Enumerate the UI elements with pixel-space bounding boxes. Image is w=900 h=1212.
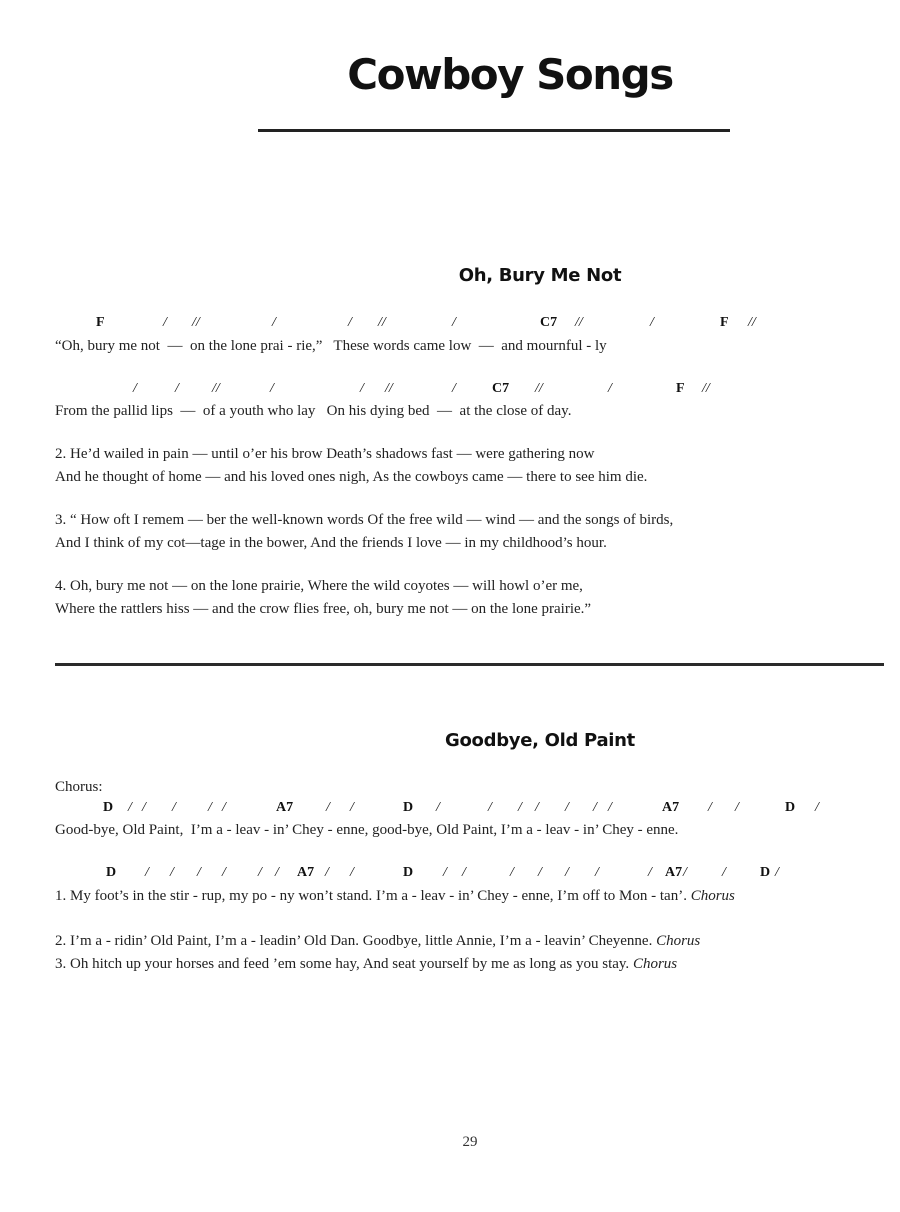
beat-mark: / <box>170 865 174 880</box>
chord-symbol: A7 <box>276 800 294 815</box>
beat-mark: / <box>163 315 167 330</box>
beat-mark: / <box>452 381 456 396</box>
beat-mark: / <box>735 800 739 815</box>
chord-symbol: A7 <box>297 865 315 880</box>
beat-mark: / <box>462 865 466 880</box>
verse-line: 2. He’d wailed in pain — until o’er his brow Death’s shadows fast — were gathering now <box>55 446 595 462</box>
beat-mark: / <box>258 865 262 880</box>
beat-mark: / <box>815 800 819 815</box>
beat-mark: / <box>175 381 179 396</box>
chord-symbol: D <box>103 800 114 815</box>
beat-mark: / <box>360 381 364 396</box>
beat-mark: / <box>272 315 276 330</box>
chord-row <box>55 315 885 331</box>
verse-line: And I think of my cot—tage in the bower, And the friends I love — in my childhood’s hour. <box>55 535 607 551</box>
beat-mark: / <box>565 865 569 880</box>
beat-mark: / <box>488 800 492 815</box>
beat-mark: / <box>350 800 354 815</box>
chord-symbol: F <box>96 315 105 330</box>
song-title-oh-bury-me-not: Oh, Bury Me Not <box>458 265 622 286</box>
verse-text: 2. I’m a - ridin’ Old Paint, I’m a - leadin’ Old Dan. Goodbye, little Annie, I’m a - leavin’ Cheyenne. <box>55 933 653 949</box>
chord-symbol: D <box>785 800 796 815</box>
beat-mark: / <box>436 800 440 815</box>
chorus-tag: Chorus <box>656 933 701 949</box>
chord-symbol: F <box>676 381 685 396</box>
section-divider <box>55 663 884 666</box>
chord-symbol: F <box>720 315 729 330</box>
chord-row <box>55 381 885 397</box>
beat-mark: / <box>648 865 652 880</box>
beat-mark: / <box>708 800 712 815</box>
title-divider <box>258 129 730 132</box>
beat-mark: // <box>212 381 220 396</box>
page-title: Cowboy Songs <box>347 50 673 99</box>
chord-symbol: D <box>106 865 117 880</box>
chord-symbol: D <box>403 800 414 815</box>
beat-mark: / <box>348 315 352 330</box>
beat-mark: // <box>535 381 543 396</box>
beat-mark: / <box>208 800 212 815</box>
beat-mark: / <box>133 381 137 396</box>
verse-text: 3. Oh hitch up your horses and feed ’em some hay, And seat yourself by me as long as you stay. <box>55 956 630 972</box>
verse-line: Where the rattlers hiss — and the crow flies free, oh, bury me not — on the lone prairie.” <box>55 601 592 617</box>
beat-mark: / <box>452 315 456 330</box>
beat-mark: / <box>593 800 597 815</box>
beat-mark: / <box>222 800 226 815</box>
beat-mark: / <box>775 865 779 880</box>
page-number: 29 <box>462 1134 478 1150</box>
beat-mark: / <box>565 800 569 815</box>
lyric-line: Good-bye, Old Paint, I’m a - leav - in’ Chey - enne, good-bye, Old Paint, I’m a - leav - in’ Chey - enne. <box>55 822 679 838</box>
beat-mark: / <box>518 800 522 815</box>
verse-line: And he thought of home — and his loved ones nigh, As the cowboys came — there to see him die. <box>55 469 648 485</box>
beat-mark: / <box>326 800 330 815</box>
chord-symbol: D <box>760 865 771 880</box>
beat-mark: / <box>325 865 329 880</box>
beat-mark: / <box>608 381 612 396</box>
chorus-tag: Chorus <box>632 956 678 972</box>
chord-symbol: C7 <box>492 381 510 396</box>
chord-row <box>55 865 885 881</box>
lyric-line: From the pallid lips — of a youth who lay On his dying bed — at the close of day. <box>55 403 572 419</box>
chord-row <box>55 800 885 816</box>
verse-line <box>55 955 677 973</box>
lyric-line <box>55 887 735 905</box>
beat-mark: / <box>608 800 612 815</box>
beat-mark: // <box>385 381 393 396</box>
beat-mark: / <box>128 800 132 815</box>
beat-mark: // <box>702 381 710 396</box>
beat-mark: // <box>378 315 386 330</box>
lyric-text: 1. My foot’s in the stir - rup, my po - ny won’t stand. I’m a - leav - in’ Chey - enne, I’m off to Mon - tan’. <box>55 888 687 904</box>
beat-mark: / <box>535 800 539 815</box>
chord-symbol: A7 <box>662 800 680 815</box>
beat-mark: / <box>510 865 514 880</box>
beat-mark: / <box>350 865 354 880</box>
beat-mark: // <box>748 315 756 330</box>
chord-symbol: A7 <box>665 865 683 880</box>
beat-mark: / <box>270 381 274 396</box>
beat-mark: / <box>222 865 226 880</box>
beat-mark: / <box>650 315 654 330</box>
chorus-tag: Chorus <box>690 888 735 904</box>
chorus-label: Chorus: <box>55 779 103 795</box>
chord-symbol: D <box>403 865 414 880</box>
verse-line: 4. Oh, bury me not — on the lone prairie, Where the wild coyotes — will howl o’er me, <box>55 578 583 594</box>
beat-mark: / <box>275 865 279 880</box>
beat-mark: / <box>142 800 146 815</box>
verse-line: 3. “ How oft I remem — ber the well-known words Of the free wild — wind — and the songs of birds, <box>55 512 674 528</box>
beat-mark: / <box>683 865 687 880</box>
beat-mark: / <box>145 865 149 880</box>
beat-mark: / <box>443 865 447 880</box>
beat-mark: / <box>595 865 599 880</box>
beat-mark: / <box>722 865 726 880</box>
lyric-line: “Oh, bury me not — on the lone prai - rie,” These words came low — and mournful - ly <box>55 338 607 354</box>
beat-mark: / <box>538 865 542 880</box>
chord-symbol: C7 <box>540 315 558 330</box>
beat-mark: / <box>172 800 176 815</box>
verse-line <box>55 932 700 950</box>
song-title-goodbye-old-paint: Goodbye, Old Paint <box>445 730 635 751</box>
beat-mark: / <box>197 865 201 880</box>
beat-mark: // <box>575 315 583 330</box>
beat-mark: // <box>192 315 200 330</box>
